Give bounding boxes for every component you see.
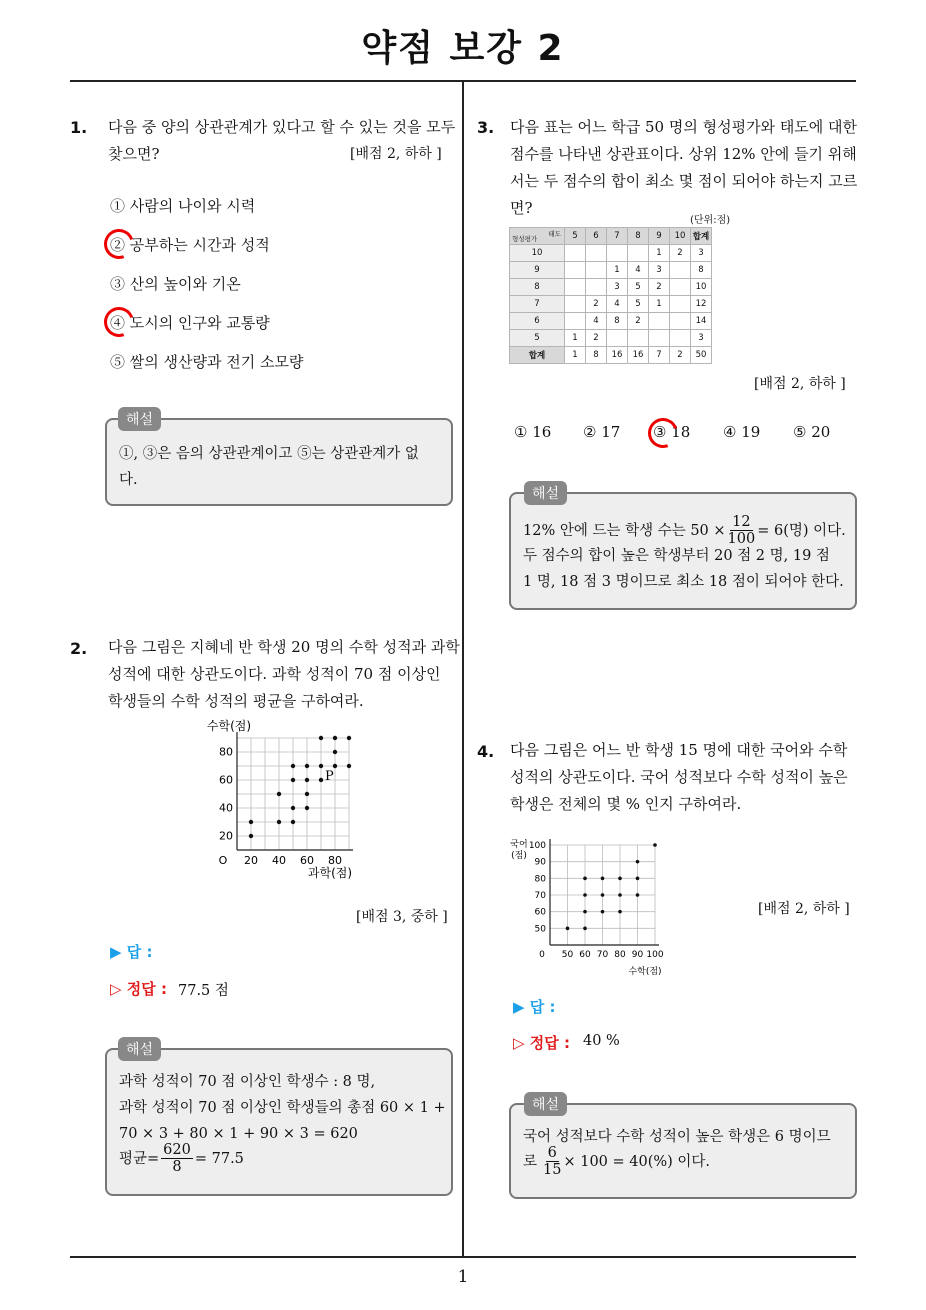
explanation-label: 해설 xyxy=(118,1037,161,1061)
explanation-line: 과학 성적이 70 점 이상인 학생수 : 8 명, xyxy=(119,1074,376,1090)
question-1-line-2: 찾으면? xyxy=(108,145,160,163)
column-header: 9 xyxy=(649,228,670,245)
answer-mark-circle xyxy=(643,413,683,453)
row-header: 6 xyxy=(510,313,565,330)
question-2-number: 2. xyxy=(70,639,88,658)
data-point xyxy=(566,927,570,931)
table-cell: 7 xyxy=(649,347,670,364)
data-point xyxy=(305,778,309,782)
correct-answer-value: 40 % xyxy=(583,1033,620,1049)
fraction-numerator: 12 xyxy=(732,514,751,530)
x-tick-label: 70 xyxy=(596,950,609,960)
x-tick-label: 60 xyxy=(300,854,314,867)
question-4-number: 4. xyxy=(477,742,495,761)
explanation-average-line xyxy=(119,1142,244,1175)
question-3-choice-2[interactable]: ② 17 xyxy=(583,423,621,441)
table-row xyxy=(510,313,712,330)
table-cell xyxy=(565,296,586,313)
question-2-score: [배점 3, 중하 ] xyxy=(356,909,448,925)
data-point xyxy=(305,806,309,810)
question-4-explanation-box xyxy=(509,1103,857,1199)
answer-mark-circle xyxy=(99,224,139,264)
table-cell xyxy=(565,279,586,296)
table-cell: 8 xyxy=(586,347,607,364)
question-3-explanation-box xyxy=(509,492,857,610)
explanation-line: 과학 성적이 70 점 이상인 학생들의 총점 60 × 1 + xyxy=(119,1100,446,1116)
x-tick-label: 20 xyxy=(244,854,258,867)
question-1-choice-5[interactable]: ⑤ 쌀의 생산량과 전기 소모량 xyxy=(110,353,304,371)
math-science-scatter-chart xyxy=(195,715,370,885)
y-tick-label: 60 xyxy=(534,907,546,918)
data-point xyxy=(601,910,605,914)
table-cell: 3 xyxy=(691,330,712,347)
question-4-score: [배점 2, 하하 ] xyxy=(758,901,850,917)
table-cell: 3 xyxy=(607,279,628,296)
table-cell xyxy=(670,296,691,313)
column-divider xyxy=(462,82,464,1258)
question-1-number: 1. xyxy=(70,118,88,137)
question-4-line-1: 다음 그림은 어느 반 학생 15 명에 대한 국어와 수학 xyxy=(510,741,848,759)
page-title: 약점 보강 2 xyxy=(361,28,565,69)
explanation-line xyxy=(523,1145,710,1178)
data-point xyxy=(653,843,657,847)
table-cell: 16 xyxy=(628,347,649,364)
table-cell xyxy=(607,330,628,347)
explanation-text: × 100 = 40(%) 이다. xyxy=(563,1153,711,1170)
table-cell xyxy=(628,245,649,262)
question-1-choice-1[interactable]: ① 사람의 나이와 시력 xyxy=(110,197,256,215)
question-1-choice-4[interactable]: ④ 도시의 인구와 교통량 xyxy=(110,314,270,332)
question-1-explanation-box xyxy=(105,418,453,506)
y-tick-label: 90 xyxy=(534,857,546,868)
table-cell xyxy=(565,313,586,330)
explanation-label: 해설 xyxy=(524,481,567,505)
table-cell xyxy=(586,262,607,279)
data-point xyxy=(305,792,309,796)
table-cell: 12 xyxy=(691,296,712,313)
data-point xyxy=(277,792,281,796)
answer-label: ▶ 답 : xyxy=(110,943,153,961)
fraction-numerator: 6 xyxy=(547,1145,557,1161)
correlation-table xyxy=(509,227,712,364)
table-row xyxy=(510,330,712,347)
x-tick-label: 60 xyxy=(579,950,591,960)
y-tick-label: 40 xyxy=(219,801,233,815)
y-axis-label: 국어 xyxy=(510,840,528,850)
data-point xyxy=(601,893,605,897)
question-2-line-1: 다음 그림은 지혜네 반 학생 20 명의 수학 성적과 과학 xyxy=(108,638,460,656)
corner-top-label: 태도 xyxy=(548,230,561,238)
correct-answer-label: ▷ 정답 : xyxy=(110,980,167,998)
data-point xyxy=(305,764,309,768)
data-point xyxy=(636,877,640,881)
table-cell xyxy=(565,262,586,279)
data-point xyxy=(333,750,337,754)
table-corner-cell xyxy=(510,228,565,245)
table-cell xyxy=(607,245,628,262)
fraction-denominator: 100 xyxy=(727,531,756,547)
question-3-choice-3[interactable]: ③ 18 xyxy=(653,423,691,441)
column-header: 10 xyxy=(670,228,691,245)
data-point xyxy=(601,877,605,881)
table-cell: 3 xyxy=(649,262,670,279)
x-tick-label: 100 xyxy=(646,950,664,960)
table-cell: 50 xyxy=(691,347,712,364)
table-cell: 5 xyxy=(628,296,649,313)
question-4-line-2: 성적의 상관도이다. 국어 성적보다 수학 성적이 높은 xyxy=(510,768,848,786)
column-header: 8 xyxy=(628,228,649,245)
y-tick-label: 20 xyxy=(219,829,233,843)
table-cell: 1 xyxy=(565,347,586,364)
question-1-choice-2[interactable]: ② 공부하는 시간과 성적 xyxy=(110,236,270,254)
table-cell: 4 xyxy=(586,313,607,330)
data-point xyxy=(319,764,323,768)
data-point xyxy=(319,736,323,740)
table-cell: 8 xyxy=(691,262,712,279)
data-point xyxy=(583,877,587,881)
table-row xyxy=(510,262,712,279)
table-cell: 1 xyxy=(565,330,586,347)
data-point xyxy=(347,736,351,740)
question-2-line-3: 학생들의 수학 성적의 평균을 구하여라. xyxy=(108,692,364,710)
row-header: 10 xyxy=(510,245,565,262)
origin-label: O xyxy=(218,854,228,867)
row-header: 9 xyxy=(510,262,565,279)
column-header: 7 xyxy=(607,228,628,245)
data-point xyxy=(583,927,587,931)
question-2-explanation-box xyxy=(105,1048,453,1196)
table-cell: 2 xyxy=(649,279,670,296)
y-axis-label: 수학(점) xyxy=(206,719,252,733)
table-cell: 2 xyxy=(586,296,607,313)
correct-answer-label: ▷ 정답 : xyxy=(513,1034,570,1052)
question-3-line-4: 면? xyxy=(510,199,533,217)
table-cell xyxy=(670,330,691,347)
row-header: 합계 xyxy=(510,347,565,364)
column-header: 5 xyxy=(565,228,586,245)
table-cell xyxy=(628,330,649,347)
row-header: 5 xyxy=(510,330,565,347)
y-tick-label: 100 xyxy=(528,841,546,851)
average-prefix: 평균= xyxy=(119,1150,160,1167)
fraction-denominator: 15 xyxy=(543,1162,562,1178)
data-point xyxy=(333,764,337,768)
explanation-text: 12% 안에 드는 학생 수는 50 × xyxy=(523,522,726,539)
table-cell: 1 xyxy=(607,262,628,279)
table-cell: 2 xyxy=(670,347,691,364)
table-cell xyxy=(565,245,586,262)
column-header: 합계 xyxy=(691,228,712,245)
table-cell xyxy=(649,313,670,330)
explanation-line: ①, ③은 음의 상관관계이고 ⑤는 상관관계가 없 xyxy=(119,446,419,462)
table-cell xyxy=(670,262,691,279)
question-1-score: [배점 2, 하하 ] xyxy=(350,146,442,162)
explanation-label: 해설 xyxy=(524,1092,567,1116)
table-cell: 1 xyxy=(649,245,670,262)
question-3-choice-4[interactable]: ④ 19 xyxy=(723,423,761,441)
explanation-text: = 6(명) 이다. xyxy=(757,522,846,539)
x-tick-label: 40 xyxy=(272,854,286,867)
row-header: 8 xyxy=(510,279,565,296)
explanation-line: 다. xyxy=(119,472,138,488)
y-tick-label: 70 xyxy=(534,891,546,901)
explanation-text: 로 xyxy=(523,1153,538,1170)
table-row xyxy=(510,245,712,262)
question-2-line-2: 성적에 대한 상관도이다. 과학 성적이 70 점 이상인 xyxy=(108,665,441,683)
explanation-label: 해설 xyxy=(118,407,161,431)
correct-answer-value: 77.5 점 xyxy=(178,983,229,999)
fraction-numerator: 620 xyxy=(163,1142,191,1158)
question-3-line-1: 다음 표는 어느 학급 50 명의 형성평가와 태도에 대한 xyxy=(510,118,858,136)
explanation-line: 두 점수의 합이 높은 학생부터 20 점 2 명, 19 점 xyxy=(523,548,830,564)
table-cell: 2 xyxy=(670,245,691,262)
table-cell: 5 xyxy=(628,279,649,296)
table-total-row xyxy=(510,347,712,364)
korean-math-scatter-chart xyxy=(505,835,675,980)
y-tick-label: 80 xyxy=(534,874,546,885)
data-point xyxy=(291,778,295,782)
question-3-score: [배점 2, 하하 ] xyxy=(754,376,846,392)
table-cell: 4 xyxy=(628,262,649,279)
origin-label: 0 xyxy=(539,950,545,960)
table-cell: 8 xyxy=(607,313,628,330)
table-cell xyxy=(586,279,607,296)
table-cell xyxy=(670,279,691,296)
corner-bottom-label: 형성평가 xyxy=(512,235,538,243)
data-point xyxy=(291,764,295,768)
data-point xyxy=(618,877,622,881)
question-3-choice-5[interactable]: ⑤ 20 xyxy=(793,423,831,441)
point-p-label: P xyxy=(325,769,334,784)
table-cell: 1 xyxy=(649,296,670,313)
question-1-line-1: 다음 중 양의 상관관계가 있다고 할 수 있는 것을 모두 xyxy=(108,118,456,136)
y-tick-label: 60 xyxy=(219,773,233,787)
question-4-line-3: 학생은 전체의 몇 % 인지 구하여라. xyxy=(510,795,742,813)
row-header: 7 xyxy=(510,296,565,313)
table-cell xyxy=(670,313,691,330)
question-3-number: 3. xyxy=(477,118,495,137)
data-point xyxy=(319,778,323,782)
data-point xyxy=(277,820,281,824)
question-1-choice-3[interactable]: ③ 산의 높이와 기온 xyxy=(110,275,241,293)
table-row xyxy=(510,279,712,296)
x-tick-label: 50 xyxy=(561,950,574,960)
x-tick-label: 80 xyxy=(614,950,626,960)
question-3-line-2: 점수를 나타낸 상관표이다. 상위 12% 안에 들기 위해 xyxy=(510,145,857,163)
table-cell: 3 xyxy=(691,245,712,262)
table-cell xyxy=(649,330,670,347)
data-point xyxy=(347,764,351,768)
data-point xyxy=(249,820,253,824)
data-point xyxy=(583,910,587,914)
data-point xyxy=(636,893,640,897)
table-row xyxy=(510,296,712,313)
data-point xyxy=(333,736,337,740)
x-tick-label: 80 xyxy=(328,854,342,867)
fraction-denominator: 8 xyxy=(172,1159,182,1175)
data-point xyxy=(249,834,253,838)
column-header: 6 xyxy=(586,228,607,245)
y-tick-label: 80 xyxy=(219,745,233,759)
table-cell: 4 xyxy=(607,296,628,313)
table-cell: 2 xyxy=(628,313,649,330)
data-point xyxy=(583,893,587,897)
x-axis-label: 과학(점) xyxy=(307,866,353,880)
bottom-divider xyxy=(70,1256,856,1258)
table-cell: 10 xyxy=(691,279,712,296)
data-point xyxy=(291,820,295,824)
question-3-line-3: 서는 두 점수의 합이 최소 몇 점이 되어야 하는지 고르 xyxy=(510,172,858,190)
average-suffix: = 77.5 xyxy=(194,1150,244,1167)
x-tick-label: 90 xyxy=(631,950,644,960)
y-axis-label: (점) xyxy=(511,851,527,861)
explanation-line: 국어 성적보다 수학 성적이 높은 학생은 6 명이므 xyxy=(523,1129,831,1145)
table-cell: 2 xyxy=(586,330,607,347)
table-unit: (단위:점) xyxy=(690,215,731,226)
question-3-choice-1[interactable]: ① 16 xyxy=(514,423,552,441)
x-axis-label: 수학(점) xyxy=(628,967,662,977)
table-cell: 16 xyxy=(607,347,628,364)
data-point xyxy=(636,860,640,864)
page-number: 1 xyxy=(457,1267,469,1287)
answer-label: ▶ 답 : xyxy=(513,998,556,1016)
table-cell: 14 xyxy=(691,313,712,330)
data-point xyxy=(618,893,622,897)
answer-mark-circle xyxy=(99,302,139,342)
explanation-line: 1 명, 18 점 3 명이므로 최소 18 점이 되어야 한다. xyxy=(523,574,844,590)
table-cell xyxy=(586,245,607,262)
data-point xyxy=(291,806,295,810)
y-tick-label: 50 xyxy=(534,924,546,935)
data-point xyxy=(618,910,622,914)
explanation-line: 70 × 3 + 80 × 1 + 90 × 3 = 620 xyxy=(119,1126,358,1142)
